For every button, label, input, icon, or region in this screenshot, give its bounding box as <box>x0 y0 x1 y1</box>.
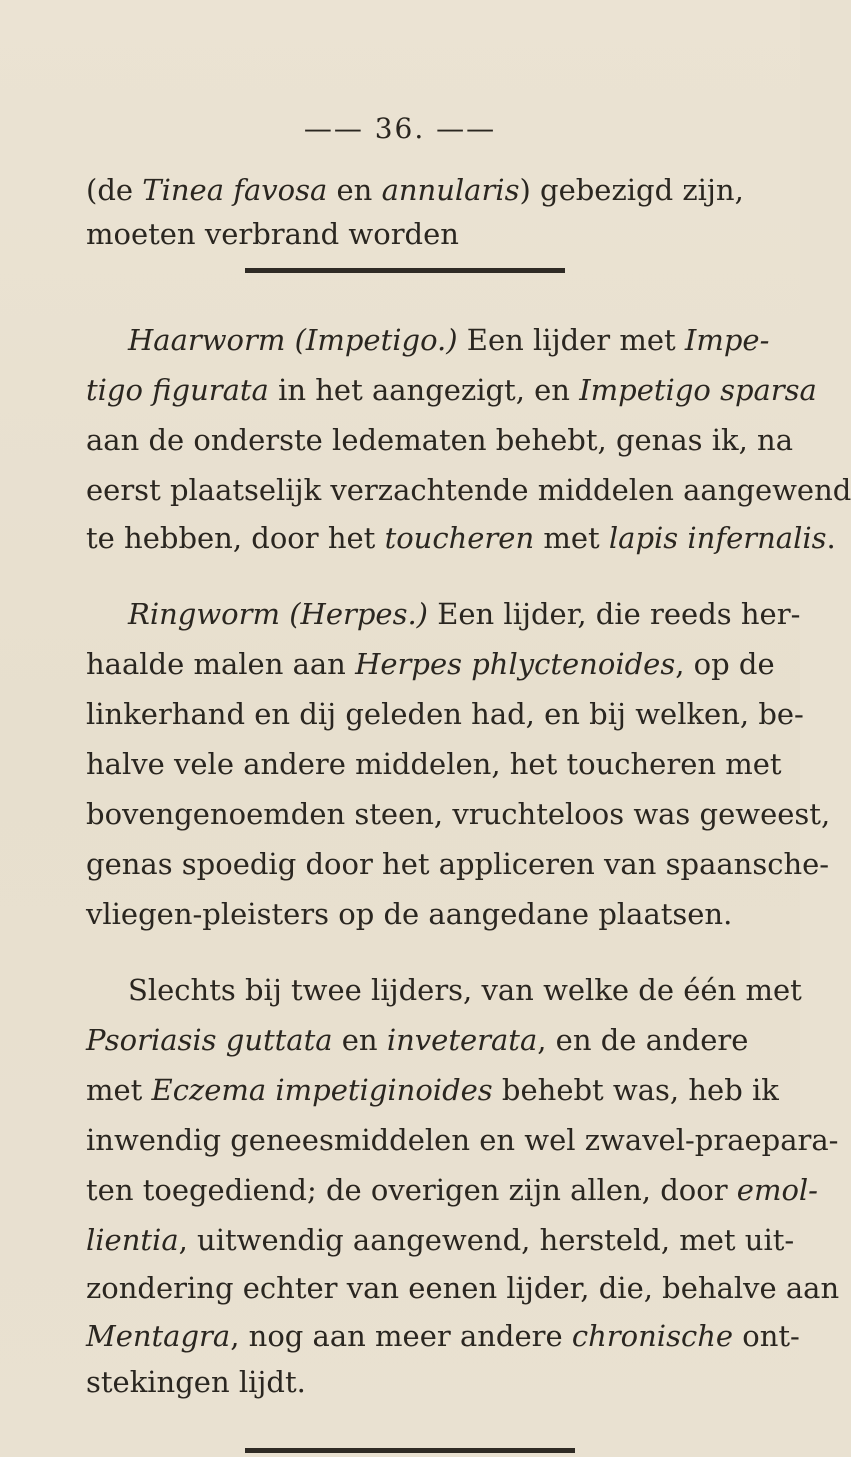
text-line <box>86 1170 818 1210</box>
text-segment: , nog aan meer andere <box>230 1319 572 1353</box>
text-line <box>86 1070 779 1110</box>
text-line <box>86 844 829 884</box>
text-line <box>128 970 802 1010</box>
italic-term: Mentagra <box>86 1319 231 1353</box>
text-segment: en <box>332 1023 387 1057</box>
text-segment: haalde malen aan <box>86 647 356 681</box>
text-segment: vliegen-pleisters op de aangedane plaatsen. <box>86 897 733 931</box>
page-number-header: —— 36. —— <box>303 112 497 145</box>
text-segment: (de <box>86 173 143 207</box>
italic-term: inveterata <box>386 1023 538 1057</box>
section-heading: Haarworm (Impetigo.) <box>128 323 458 357</box>
text-line <box>86 470 851 510</box>
text-segment: bovengenoemden steen, vruchteloos was geweest, <box>86 797 831 831</box>
text-segment: in het aangezigt, en <box>268 373 580 407</box>
text-segment: met <box>86 1073 152 1107</box>
text-line <box>86 1362 306 1402</box>
text-segment: ten toegediend; de overigen zijn allen, door <box>86 1173 737 1207</box>
text-segment: Slechts bij twee lijders, van welke de één met <box>128 973 802 1007</box>
text-segment: ) gebezigd zijn, <box>519 173 744 207</box>
text-segment: genas spoedig door het appliceren van spaansche- <box>86 847 830 881</box>
italic-term: Impe- <box>684 323 770 357</box>
text-line <box>86 1316 800 1356</box>
italic-term: toucheren <box>384 521 535 555</box>
text-segment: . <box>826 521 836 555</box>
section-divider <box>245 1448 575 1453</box>
text-segment: behebt was, heb ik <box>492 1073 779 1107</box>
text-line <box>86 694 804 734</box>
text-line <box>86 894 732 934</box>
text-segment: eerst plaatselijk verzachtende middelen aangewend <box>86 473 851 507</box>
italic-term: Impetigo sparsa <box>579 373 817 407</box>
text-line <box>128 594 800 634</box>
text-line <box>86 1268 839 1308</box>
text-line <box>86 370 817 410</box>
text-segment: zondering echter van eenen lijder, die, behalve aan <box>86 1271 840 1305</box>
italic-term: tigo figurata <box>86 373 269 407</box>
italic-term: Herpes phlyctenoides <box>355 647 676 681</box>
text-line <box>86 1120 838 1160</box>
text-segment: , op de <box>675 647 775 681</box>
italic-term: lapis infernalis <box>608 521 827 555</box>
text-segment: Een lijder, die reeds her- <box>427 597 801 631</box>
text-segment: halve vele andere middelen, het toucheren met <box>86 747 782 781</box>
text-segment: linkerhand en dij geleden had, en bij welken, be- <box>86 697 804 731</box>
text-line <box>86 518 836 558</box>
text-segment: met <box>534 521 609 555</box>
italic-term: Tinea favosa <box>142 173 328 207</box>
text-line <box>86 170 744 210</box>
section-divider <box>245 268 565 273</box>
text-segment: ont- <box>733 1319 800 1353</box>
text-line <box>86 1220 794 1260</box>
text-segment: , uitwendig aangewend, hersteld, met uit- <box>178 1223 795 1257</box>
section-heading: Ringworm (Herpes.) <box>128 597 428 631</box>
text-line <box>86 1020 748 1060</box>
italic-term: Psoriasis guttata <box>86 1023 333 1057</box>
text-line <box>86 644 775 684</box>
italic-term: annularis <box>381 173 520 207</box>
text-line <box>128 320 769 360</box>
text-segment: , en de andere <box>537 1023 749 1057</box>
text-line <box>86 744 782 784</box>
italic-term: Eczema impetiginoides <box>151 1073 493 1107</box>
italic-term: emol- <box>736 1173 818 1207</box>
text-line <box>86 794 830 834</box>
text-line <box>86 214 459 254</box>
text-segment: moeten verbrand worden <box>86 217 459 251</box>
text-segment: stekingen lijdt. <box>86 1365 306 1399</box>
text-segment: en <box>327 173 382 207</box>
text-segment: Een lijder met <box>457 323 685 357</box>
italic-term: chronische <box>571 1319 734 1353</box>
italic-term: lientia <box>86 1223 179 1257</box>
text-segment: te hebben, door het <box>86 521 385 555</box>
text-line <box>86 420 793 460</box>
text-segment: aan de onderste ledematen behebt, genas ik, na <box>86 423 793 457</box>
text-segment: inwendig geneesmiddelen en wel zwavel-praepara- <box>86 1123 839 1157</box>
